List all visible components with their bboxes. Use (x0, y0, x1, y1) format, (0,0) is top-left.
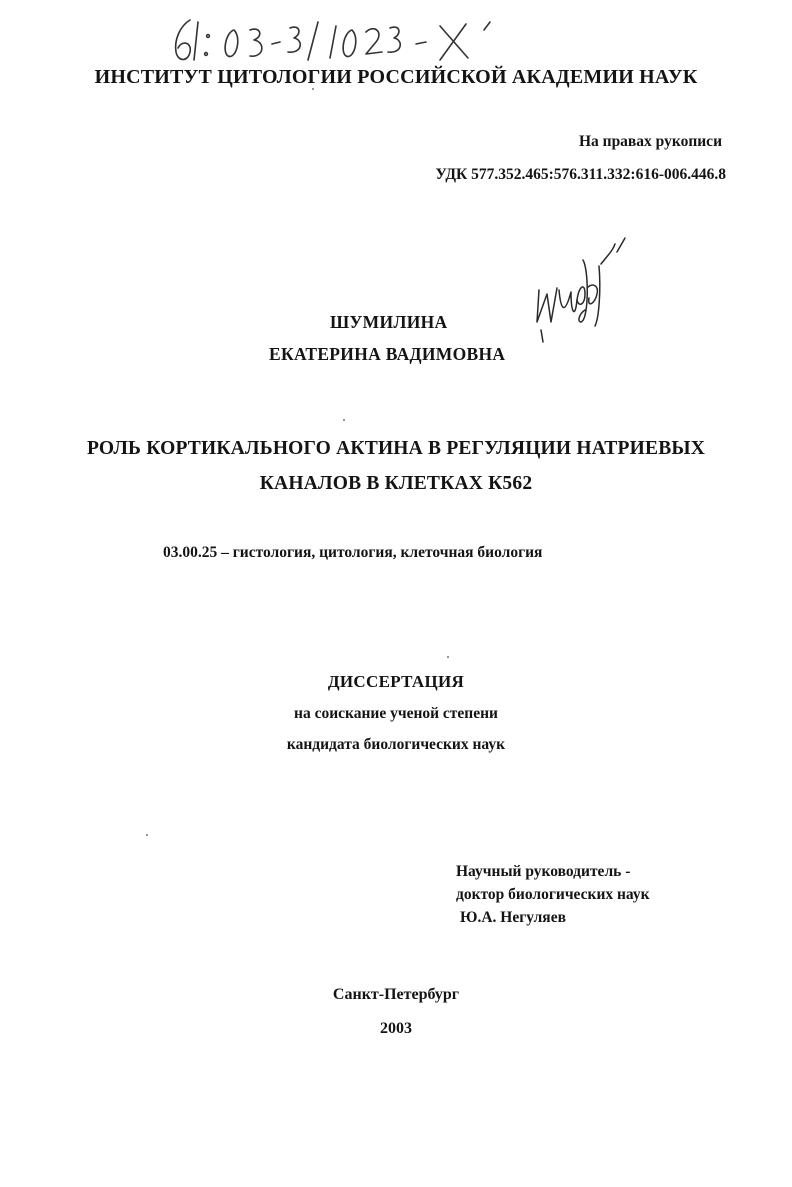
udk-code: УДК 577.352.465:576.311.332:616-006.446.8 (435, 166, 726, 183)
supervisor-degree: доктор биологических наук (456, 886, 650, 903)
author-given-names: ЕКАТЕРИНА ВАДИМОВНА (269, 344, 506, 364)
supervisor-role: Научный руководитель - (456, 863, 631, 880)
degree-line-1: на соискание ученой степени (294, 705, 498, 722)
author-signature (525, 230, 635, 350)
scan-speck (146, 834, 148, 836)
supervisor-block (456, 860, 650, 929)
specialty-code: 03.00.25 – гистология, цитология, клеточная биология (163, 544, 543, 561)
thesis-title-line-1: РОЛЬ КОРТИКАЛЬНОГО АКТИНА В РЕГУЛЯЦИИ НАТРИЕВЫХ (86, 438, 706, 459)
year: 2003 (380, 1020, 412, 1037)
scan-speck (312, 88, 314, 90)
scan-speck (343, 419, 345, 421)
supervisor-name: Ю.А. Негуляев (460, 909, 566, 926)
thesis-title-line-2: КАНАЛОВ В КЛЕТКАХ К562 (259, 473, 533, 494)
degree-line-2: кандидата биологических наук (286, 736, 506, 753)
city: Санкт-Петербург (332, 986, 460, 1003)
author-surname: ШУМИЛИНА (330, 312, 448, 332)
institute-name: ИНСТИТУТ ЦИТОЛОГИИ РОССИЙСКОЙ АКАДЕМИИ НАУК (94, 66, 698, 88)
document-type: ДИССЕРТАЦИЯ (327, 672, 465, 691)
handwritten-archive-code-text: 61: 03-3/1023-X (168, 8, 175, 9)
handwritten-archive-code (168, 8, 508, 70)
rights-notice: На правах рукописи (578, 133, 722, 150)
scan-speck (447, 656, 449, 658)
